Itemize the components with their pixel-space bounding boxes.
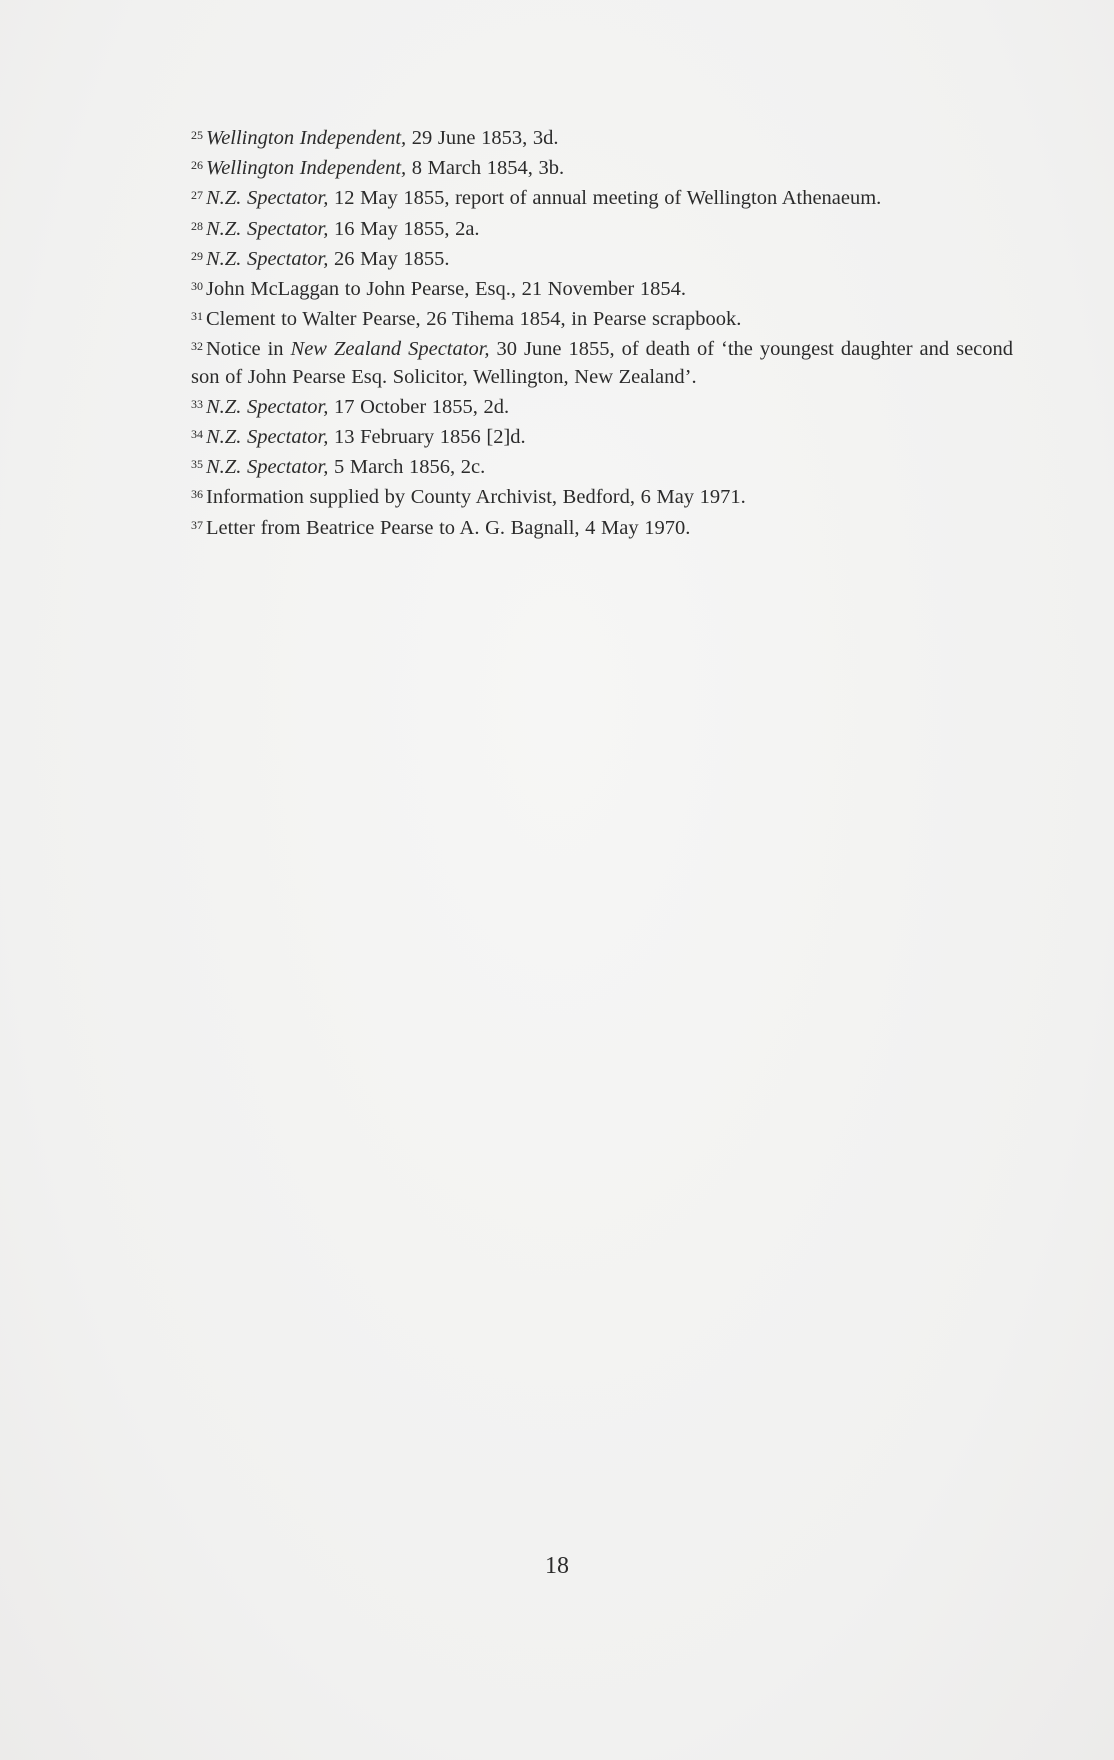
footnote-number: 32 (191, 339, 203, 354)
footnote-number: 25 (191, 128, 203, 142)
footnote (191, 303, 1013, 333)
footnote-text: Clement to Walter Pearse, 26 Tihema 1854, in Pearse scrapbook. (206, 308, 742, 331)
footnote-number: 29 (191, 248, 203, 263)
footnote (191, 512, 1013, 542)
page-number: 18 (545, 1553, 569, 1579)
footnote-source-title: N.Z. Spectator, (206, 426, 329, 449)
footnote (191, 481, 1013, 511)
footnote-prefix: Notice in (206, 338, 291, 361)
footnote-number: 37 (191, 517, 203, 532)
footnote (191, 182, 1013, 212)
footnote-text: 16 May 1855, 2a. (328, 217, 480, 240)
footnote (191, 333, 1013, 390)
footnote (191, 273, 1013, 303)
footnote-text: 13 February 1856 [2]d. (328, 426, 526, 449)
footnote-number: 33 (191, 396, 203, 411)
footnote-text: 30 June 1855, of death of ‘the youngest daughter and second son of John Pearse Esq. Solicitor, Wellington, New Zealand’. (191, 338, 1014, 388)
footnote-text: 17 October 1855, 2d. (328, 395, 510, 418)
footnote-source-title: N.Z. Spectator, (206, 456, 329, 479)
footnotes-list (191, 122, 1013, 542)
footnote-source-title: N.Z. Spectator, (206, 395, 329, 418)
footnote-number: 36 (191, 487, 203, 502)
footnote-source-title: N.Z. Spectator, (206, 217, 329, 240)
footnote-number: 28 (191, 218, 203, 233)
footnote-source-title: Wellington Independent, (206, 127, 407, 149)
footnote-number: 31 (191, 309, 203, 324)
footnote-text: 29 June 1853, 3d. (406, 127, 559, 149)
footnote-number: 30 (191, 279, 203, 294)
footnote-source-title: N.Z. Spectator, (206, 247, 329, 270)
footnote-number: 34 (191, 427, 203, 442)
footnote-number: 27 (191, 188, 203, 203)
footnote (191, 213, 1013, 243)
footnote (191, 451, 1013, 481)
footnote-source-title: New Zealand Spectator, (290, 338, 490, 361)
footnote (191, 243, 1013, 273)
footnote (191, 122, 1013, 152)
footnote (191, 152, 1013, 182)
footnote-text: Information supplied by County Archivist, Bedford, 6 May 1971. (206, 486, 746, 509)
footnote-text: 26 May 1855. (328, 247, 450, 270)
footnote-source-title: N.Z. Spectator, (206, 187, 329, 210)
footnote-text: 5 March 1856, 2c. (328, 456, 486, 479)
footnote-number: 35 (191, 457, 203, 472)
footnote (191, 391, 1013, 421)
footnote (191, 421, 1013, 451)
footnote-text: Letter from Beatrice Pearse to A. G. Bagnall, 4 May 1970. (206, 516, 691, 539)
footnote-text: John McLaggan to John Pearse, Esq., 21 November 1854. (206, 278, 686, 301)
footnote-text: 12 May 1855, report of annual meeting of Wellington Athenaeum. (328, 187, 882, 210)
footnote-text: 8 March 1854, 3b. (406, 157, 565, 180)
footnote-source-title: Wellington Independent, (206, 157, 407, 180)
footnote-number: 26 (191, 158, 203, 173)
